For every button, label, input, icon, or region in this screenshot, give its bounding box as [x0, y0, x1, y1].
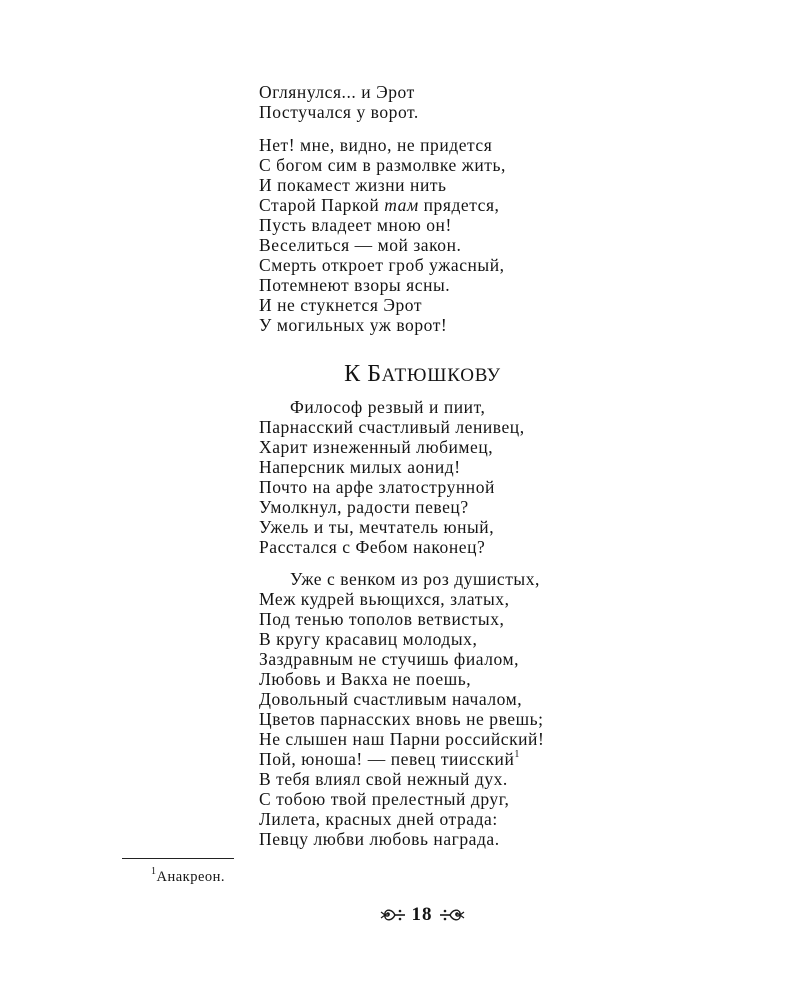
verse-line: Наперсник милых аонид! — [259, 457, 461, 477]
verse-line: Ужель и ты, мечтатель юный, — [259, 517, 495, 537]
verse-line: Пусть владеет мною он! — [259, 215, 452, 235]
title-initial: К Б — [344, 361, 382, 387]
verse-line: В кругу красавиц молодых, — [259, 629, 478, 649]
verse-line: Потемнеют взоры ясны. — [259, 275, 451, 295]
verse-line: И покамест жизни нить — [259, 175, 447, 195]
verse-line: Парнасский счастливый ленивец, — [259, 417, 525, 437]
verse-line: Нет! мне, видно, не придется — [259, 135, 493, 155]
poem-title — [0, 360, 800, 390]
verse-text: прядется, — [418, 195, 500, 215]
verse-line: Меж кудрей вьющихся, златых, — [259, 589, 510, 609]
footnote-mark: 1 — [151, 866, 157, 878]
verse-line: И не стукнется Эрот — [259, 295, 423, 315]
verse-line: Певцу любви любовь награда. — [259, 829, 500, 849]
verse-line: Оглянулся... и Эрот — [259, 82, 415, 102]
verse-line: Харит изнеженный любимец, — [259, 437, 494, 457]
verse-line: Постучался у ворот. — [259, 102, 419, 122]
verse-line: Не слышен наш Парни российский! — [259, 729, 545, 749]
footnote-ref[interactable]: 1 — [514, 749, 520, 761]
verse-line: Веселиться — мой закон. — [259, 235, 462, 255]
fleuron-left-icon — [380, 907, 406, 923]
verse-line: Смерть откроет гроб ужасный, — [259, 255, 505, 275]
title-smallcaps: АТЮШКОВУ — [381, 365, 501, 386]
verse-line: Под тенью тополов ветвистых, — [259, 609, 505, 629]
verse-line: Философ резвый и пиит, — [290, 397, 486, 417]
page-number: 18 — [411, 904, 433, 925]
footnote-text: Анакреон. — [156, 869, 226, 885]
stanza-1 — [259, 397, 525, 557]
verse-text: Старой Паркой — [259, 195, 385, 215]
verse-text: Пой, юноша! — певец тиисский — [259, 749, 515, 769]
stanza-2 — [259, 569, 544, 849]
page-number-block — [372, 902, 472, 928]
verse-line: Лилета, красных дней отрада: — [259, 809, 498, 829]
emphasis-word: там — [384, 195, 419, 215]
verse-line: В тебя влиял свой нежный дух. — [259, 769, 508, 789]
verse-line: Расстался с Фебом наконец? — [259, 537, 486, 557]
verse-line: Любовь и Вакха не поешь, — [259, 669, 472, 689]
verse-line: Заздравным не стучишь фиалом, — [259, 649, 520, 669]
fleuron-right-icon — [439, 907, 465, 923]
verse-line — [259, 195, 506, 215]
verse-line: У могильных уж ворот! — [259, 315, 448, 335]
stanza-closing-2 — [259, 135, 506, 335]
verse-line: Почто на арфе златострунной — [259, 477, 495, 497]
verse-line: Уже с венком из роз душистых, — [290, 569, 540, 589]
verse-line: С тобою твой прелестный друг, — [259, 789, 510, 809]
stanza-closing-1 — [259, 82, 419, 122]
verse-line: Цветов парнасских вновь не рвешь; — [259, 709, 544, 729]
verse-line — [259, 749, 544, 769]
verse-line: С богом сим в размолвке жить, — [259, 155, 506, 175]
footnote — [151, 868, 225, 886]
verse-line: Довольный счастливым началом, — [259, 689, 523, 709]
verse-line: Умолкнул, радости певец? — [259, 497, 469, 517]
footnote-divider — [122, 858, 234, 859]
